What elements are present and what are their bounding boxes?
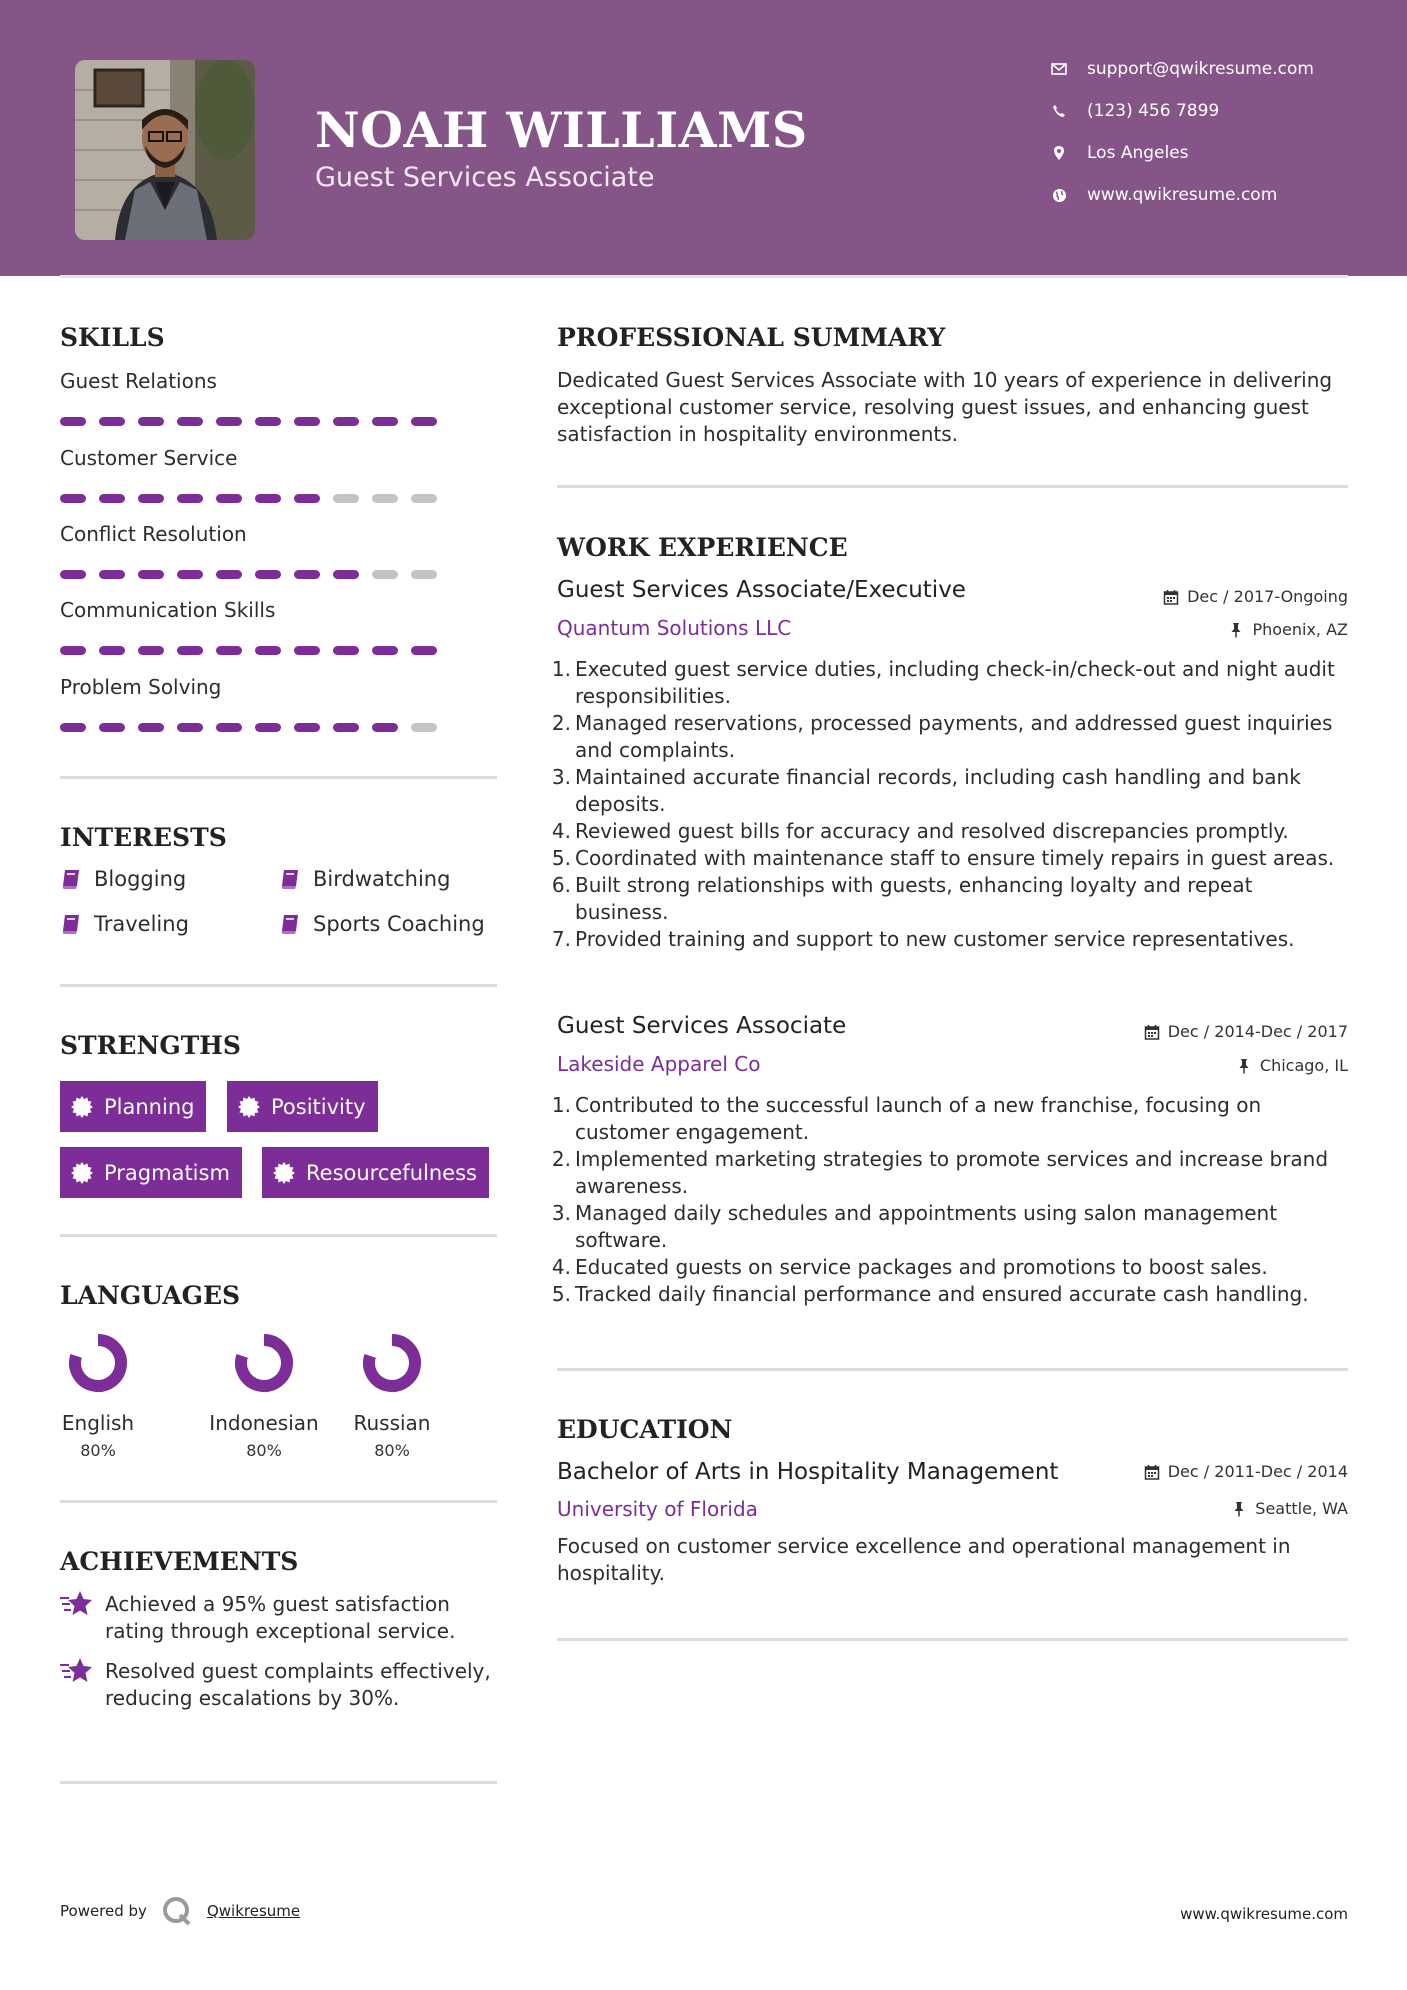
job-duties-list xyxy=(551,656,1347,953)
job-duty-item: 1. Contributed to the successful launch of a new franchise, focusing on customer engagement. xyxy=(551,1093,1262,1144)
skill-rating-dot xyxy=(372,723,398,732)
job-date xyxy=(1163,587,1348,606)
job-date-text: Dec / 2017-Ongoing xyxy=(1187,587,1348,606)
calendar-icon xyxy=(1163,589,1179,605)
job-duty-item: 1. Executed guest service duties, including check-in/check-out and night audit responsibilities. xyxy=(551,657,1335,708)
job-duty-item: 4. Reviewed guest bills for accuracy and resolved discrepancies promptly. xyxy=(551,819,1289,843)
language-name: English xyxy=(61,1411,135,1435)
header-band xyxy=(0,0,1407,276)
skill-rating-dot xyxy=(255,494,281,503)
skill-rating xyxy=(60,723,437,732)
section-divider xyxy=(557,485,1348,488)
calendar-icon xyxy=(1144,1024,1160,1040)
skill-rating-dot xyxy=(177,570,203,579)
skill-rating-dot xyxy=(177,494,203,503)
skill-rating-dot xyxy=(99,494,125,503)
job-location-text: Phoenix, AZ xyxy=(1252,620,1348,639)
skill-rating xyxy=(60,494,437,503)
education-date xyxy=(1144,1462,1348,1481)
skill-name: Communication Skills xyxy=(60,598,276,622)
job-location xyxy=(1236,1056,1348,1075)
skill-rating-dot xyxy=(411,494,437,503)
skill-rating-dot xyxy=(177,417,203,426)
job-duty-item: 2. Implemented marketing strategies to promote services and increase brand awareness. xyxy=(551,1147,1329,1198)
section-divider xyxy=(60,1234,497,1237)
interest-item xyxy=(279,867,450,891)
badge-icon xyxy=(70,1161,94,1185)
skill-rating-dot xyxy=(99,646,125,655)
skill-rating-dot xyxy=(60,646,86,655)
job-duty-item: 6. Built strong relationships with guests, enhancing loyalty and repeat business. xyxy=(551,873,1253,924)
book-icon xyxy=(60,913,82,935)
calendar-icon xyxy=(1144,1464,1160,1480)
education-date-text: Dec / 2011-Dec / 2014 xyxy=(1167,1462,1348,1481)
badge-icon xyxy=(272,1161,296,1185)
achievement-item xyxy=(60,1658,500,1712)
interest-label: Sports Coaching xyxy=(313,912,485,936)
skill-rating-dot xyxy=(255,570,281,579)
skill-rating-dot xyxy=(177,723,203,732)
interest-label: Birdwatching xyxy=(313,867,451,891)
experience-heading: WORK EXPERIENCE xyxy=(557,533,848,562)
skill-rating-dot xyxy=(333,417,359,426)
interests-heading: INTERESTS xyxy=(60,823,227,852)
section-divider xyxy=(60,984,497,987)
skill-rating-dot xyxy=(333,570,359,579)
strength-tag xyxy=(227,1081,378,1132)
skill-rating-dot xyxy=(60,570,86,579)
education-heading: EDUCATION xyxy=(557,1415,733,1444)
strength-label: Pragmatism xyxy=(104,1160,230,1185)
job-date xyxy=(1144,1022,1348,1041)
skill-rating-dot xyxy=(333,646,359,655)
skill-rating-dot xyxy=(138,570,164,579)
language-progress-arc xyxy=(369,1340,415,1386)
contact-website-text: www.qwikresume.com xyxy=(1087,185,1278,205)
job-location-text: Chicago, IL xyxy=(1259,1056,1348,1075)
language-percent: 80% xyxy=(80,1441,116,1460)
skill-rating-dot xyxy=(294,417,320,426)
pushpin-icon xyxy=(1231,1501,1247,1517)
pushpin-icon xyxy=(1228,622,1244,638)
interest-item xyxy=(60,867,186,891)
skill-rating-dot xyxy=(411,723,437,732)
book-icon xyxy=(60,868,82,890)
candidate-name: NOAH WILLIAMS xyxy=(315,101,808,159)
badge-icon xyxy=(237,1095,261,1119)
summary-text: Dedicated Guest Services Associate with 10 years of experience in delivering exceptional customer service, resolving guest issues, and enhancing guest satisfaction in hospitality environments. xyxy=(557,368,1333,446)
education-location xyxy=(1231,1499,1348,1518)
skill-rating-dot xyxy=(411,570,437,579)
skill-rating-dot xyxy=(372,417,398,426)
skill-rating-dot xyxy=(333,723,359,732)
skill-rating-dot xyxy=(333,494,359,503)
skill-rating-dot xyxy=(60,723,86,732)
skill-rating-dot xyxy=(177,646,203,655)
skill-rating-dot xyxy=(294,723,320,732)
language-progress-ring xyxy=(360,1331,424,1395)
contact-phone[interactable] xyxy=(1049,96,1219,126)
skill-rating-dot xyxy=(60,417,86,426)
contact-phone-text: (123) 456 7899 xyxy=(1087,101,1220,121)
contact-email[interactable] xyxy=(1049,54,1314,84)
contact-location-text: Los Angeles xyxy=(1087,143,1189,163)
strengths-heading: STRENGTHS xyxy=(60,1031,241,1060)
skill-rating-dot xyxy=(372,646,398,655)
job-title: Guest Services Associate xyxy=(557,1013,847,1039)
candidate-role: Guest Services Associate xyxy=(315,162,655,193)
job-date-text: Dec / 2014-Dec / 2017 xyxy=(1167,1022,1348,1041)
skill-rating-dot xyxy=(411,417,437,426)
job-duty-item: 2. Managed reservations, processed payments, and addressed guest inquiries and complaints. xyxy=(551,711,1333,762)
language-percent: 80% xyxy=(374,1441,410,1460)
language-progress-ring xyxy=(66,1331,130,1395)
skill-rating-dot xyxy=(372,570,398,579)
skill-rating-dot xyxy=(294,646,320,655)
globe-icon xyxy=(1049,185,1069,205)
language-percent: 80% xyxy=(246,1441,282,1460)
interest-label: Blogging xyxy=(94,867,187,891)
book-icon xyxy=(279,868,301,890)
skill-rating-dot xyxy=(216,570,242,579)
section-divider xyxy=(60,1781,497,1784)
skill-rating-dot xyxy=(255,723,281,732)
section-divider xyxy=(557,1368,1348,1371)
language-progress-ring xyxy=(232,1331,296,1395)
language-name: Indonesian xyxy=(209,1411,319,1435)
skill-rating-dot xyxy=(255,417,281,426)
skill-rating-dot xyxy=(60,494,86,503)
achievement-item xyxy=(60,1591,500,1645)
skill-rating-dot xyxy=(216,417,242,426)
job-duty-item: 3. Maintained accurate financial records, including cash handling and bank deposits. xyxy=(551,765,1301,816)
section-divider xyxy=(60,776,497,779)
school-name: University of Florida xyxy=(557,1497,758,1521)
skill-rating xyxy=(60,646,437,655)
powered-by-label: Powered by xyxy=(60,1902,147,1920)
skill-rating xyxy=(60,417,437,426)
header-divider xyxy=(60,275,1348,278)
skill-rating-dot xyxy=(294,570,320,579)
language-progress-arc xyxy=(241,1340,287,1386)
skill-name: Customer Service xyxy=(60,446,238,470)
strength-label: Planning xyxy=(104,1094,195,1119)
skill-rating-dot xyxy=(411,646,437,655)
language-name: Russian xyxy=(353,1411,431,1435)
language-item xyxy=(332,1331,452,1460)
interest-item xyxy=(60,912,189,936)
languages-heading: LANGUAGES xyxy=(60,1281,241,1310)
skill-rating-dot xyxy=(138,494,164,503)
map-pin-icon xyxy=(1049,143,1069,163)
profile-photo xyxy=(75,60,255,240)
skill-rating-dot xyxy=(372,494,398,503)
interest-item xyxy=(279,912,485,936)
contact-website[interactable] xyxy=(1049,180,1277,210)
job-duty-item: 3. Managed daily schedules and appointments using salon management software. xyxy=(551,1201,1278,1252)
degree-title: Bachelor of Arts in Hospitality Management xyxy=(557,1459,1059,1485)
language-item xyxy=(204,1331,324,1460)
phone-icon xyxy=(1049,101,1069,121)
achievement-text: Resolved guest complaints effectively, reducing escalations by 30%. xyxy=(105,1659,491,1710)
qwikresume-link[interactable]: Qwikresume xyxy=(206,1902,301,1920)
book-icon xyxy=(279,913,301,935)
language-item xyxy=(38,1331,158,1460)
achievement-text: Achieved a 95% guest satisfaction rating through exceptional service. xyxy=(105,1592,456,1643)
interest-label: Traveling xyxy=(94,912,189,936)
strength-label: Positivity xyxy=(271,1094,366,1119)
skill-name: Guest Relations xyxy=(60,369,217,393)
education-text: Focused on customer service excellence and operational management in hospitality. xyxy=(557,1534,1291,1585)
pushpin-icon xyxy=(1236,1058,1252,1074)
section-divider xyxy=(60,1500,497,1503)
strength-tag xyxy=(60,1147,242,1198)
strength-tag xyxy=(60,1081,206,1132)
job-duties-list xyxy=(551,1092,1347,1308)
contact-email-text: support@qwikresume.com xyxy=(1087,59,1314,79)
skill-rating-dot xyxy=(99,723,125,732)
skills-heading: SKILLS xyxy=(60,323,165,352)
skill-name: Problem Solving xyxy=(60,675,222,699)
education-location-text: Seattle, WA xyxy=(1255,1499,1348,1518)
footer-powered xyxy=(60,1895,300,1927)
job-duty-item: 5. Coordinated with maintenance staff to ensure timely repairs in guest areas. xyxy=(551,846,1335,870)
skill-rating-dot xyxy=(99,570,125,579)
achievements-heading: ACHIEVEMENTS xyxy=(60,1547,299,1576)
company-name: Lakeside Apparel Co xyxy=(557,1052,761,1076)
job-duty-item: 5. Tracked daily financial performance and ensured accurate cash handling. xyxy=(551,1282,1309,1306)
strength-label: Resourcefulness xyxy=(306,1160,477,1185)
skill-rating xyxy=(60,570,437,579)
skill-rating-dot xyxy=(99,417,125,426)
company-name: Quantum Solutions LLC xyxy=(557,616,792,640)
skill-rating-dot xyxy=(138,646,164,655)
star-icon xyxy=(60,1656,94,1686)
skill-rating-dot xyxy=(138,723,164,732)
summary-heading: PROFESSIONAL SUMMARY xyxy=(557,323,946,352)
star-icon xyxy=(60,1589,94,1619)
job-duty-item: 4. Educated guests on service packages and promotions to boost sales. xyxy=(551,1255,1268,1279)
skill-rating-dot xyxy=(216,723,242,732)
skill-rating-dot xyxy=(216,494,242,503)
language-progress-arc xyxy=(75,1340,121,1386)
section-divider xyxy=(557,1638,1348,1641)
skill-rating-dot xyxy=(138,417,164,426)
badge-icon xyxy=(70,1095,94,1119)
job-location xyxy=(1228,620,1348,639)
job-duty-item: 7. Provided training and support to new customer service representatives. xyxy=(551,927,1295,951)
skill-rating-dot xyxy=(216,646,242,655)
job-title: Guest Services Associate/Executive xyxy=(557,577,966,603)
footer-url[interactable]: www.qwikresume.com xyxy=(1180,1905,1348,1923)
skill-rating-dot xyxy=(255,646,281,655)
skill-rating-dot xyxy=(294,494,320,503)
envelope-icon xyxy=(1049,59,1069,79)
skill-name: Conflict Resolution xyxy=(60,522,247,546)
contact-location xyxy=(1049,138,1189,168)
qwikresume-logo-icon xyxy=(161,1895,193,1927)
strength-tag xyxy=(262,1147,489,1198)
